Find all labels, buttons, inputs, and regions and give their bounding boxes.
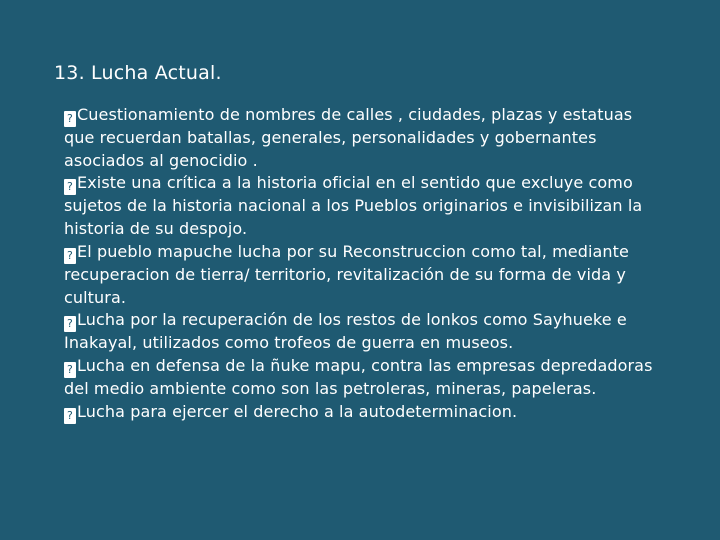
- list-item: [64, 355, 664, 401]
- list-item: [64, 241, 664, 309]
- list-item: [64, 309, 664, 355]
- bullet-icon: ?: [64, 111, 76, 127]
- list-item: [64, 172, 664, 240]
- list-item-text: Lucha en defensa de la ñuke mapu, contra las empresas depredadoras del medio ambiente como son las petroleras, mineras, papeleras.: [64, 355, 653, 398]
- list-item-text: Existe una crítica a la historia oficial en el sentido que excluye como sujetos de la historia nacional a los Pueblos originarios e invisibilizan la historia de su despojo.: [64, 173, 643, 239]
- list-item: [64, 104, 664, 172]
- list-item-text: Cuestionamiento de nombres de calles , ciudades, plazas y estatuas que recuerdan batallas, generales, personalidades y gobernantes asociados al genocidio .: [64, 105, 633, 170]
- bullet-list: [64, 104, 664, 424]
- bullet-icon: ?: [64, 179, 76, 195]
- bullet-icon: ?: [64, 362, 76, 378]
- bullet-icon: ?: [64, 316, 76, 332]
- bullet-icon: ?: [64, 248, 76, 264]
- list-item-text: El pueblo mapuche lucha por su Reconstruccion como tal, mediante recuperacion de tierra/ territorio, revitalización de su forma de vida y cultura.: [64, 241, 629, 307]
- list-item-text: Lucha por la recuperación de los restos de lonkos como Sayhueke e Inakayal, utilizados como trofeos de guerra en museos.: [64, 310, 627, 353]
- slide-title: 13. Lucha Actual.: [54, 62, 222, 84]
- list-item-text: Lucha para ejercer el derecho a la autodeterminacion.: [77, 401, 518, 421]
- list-item: [64, 401, 664, 424]
- bullet-icon: ?: [64, 408, 76, 424]
